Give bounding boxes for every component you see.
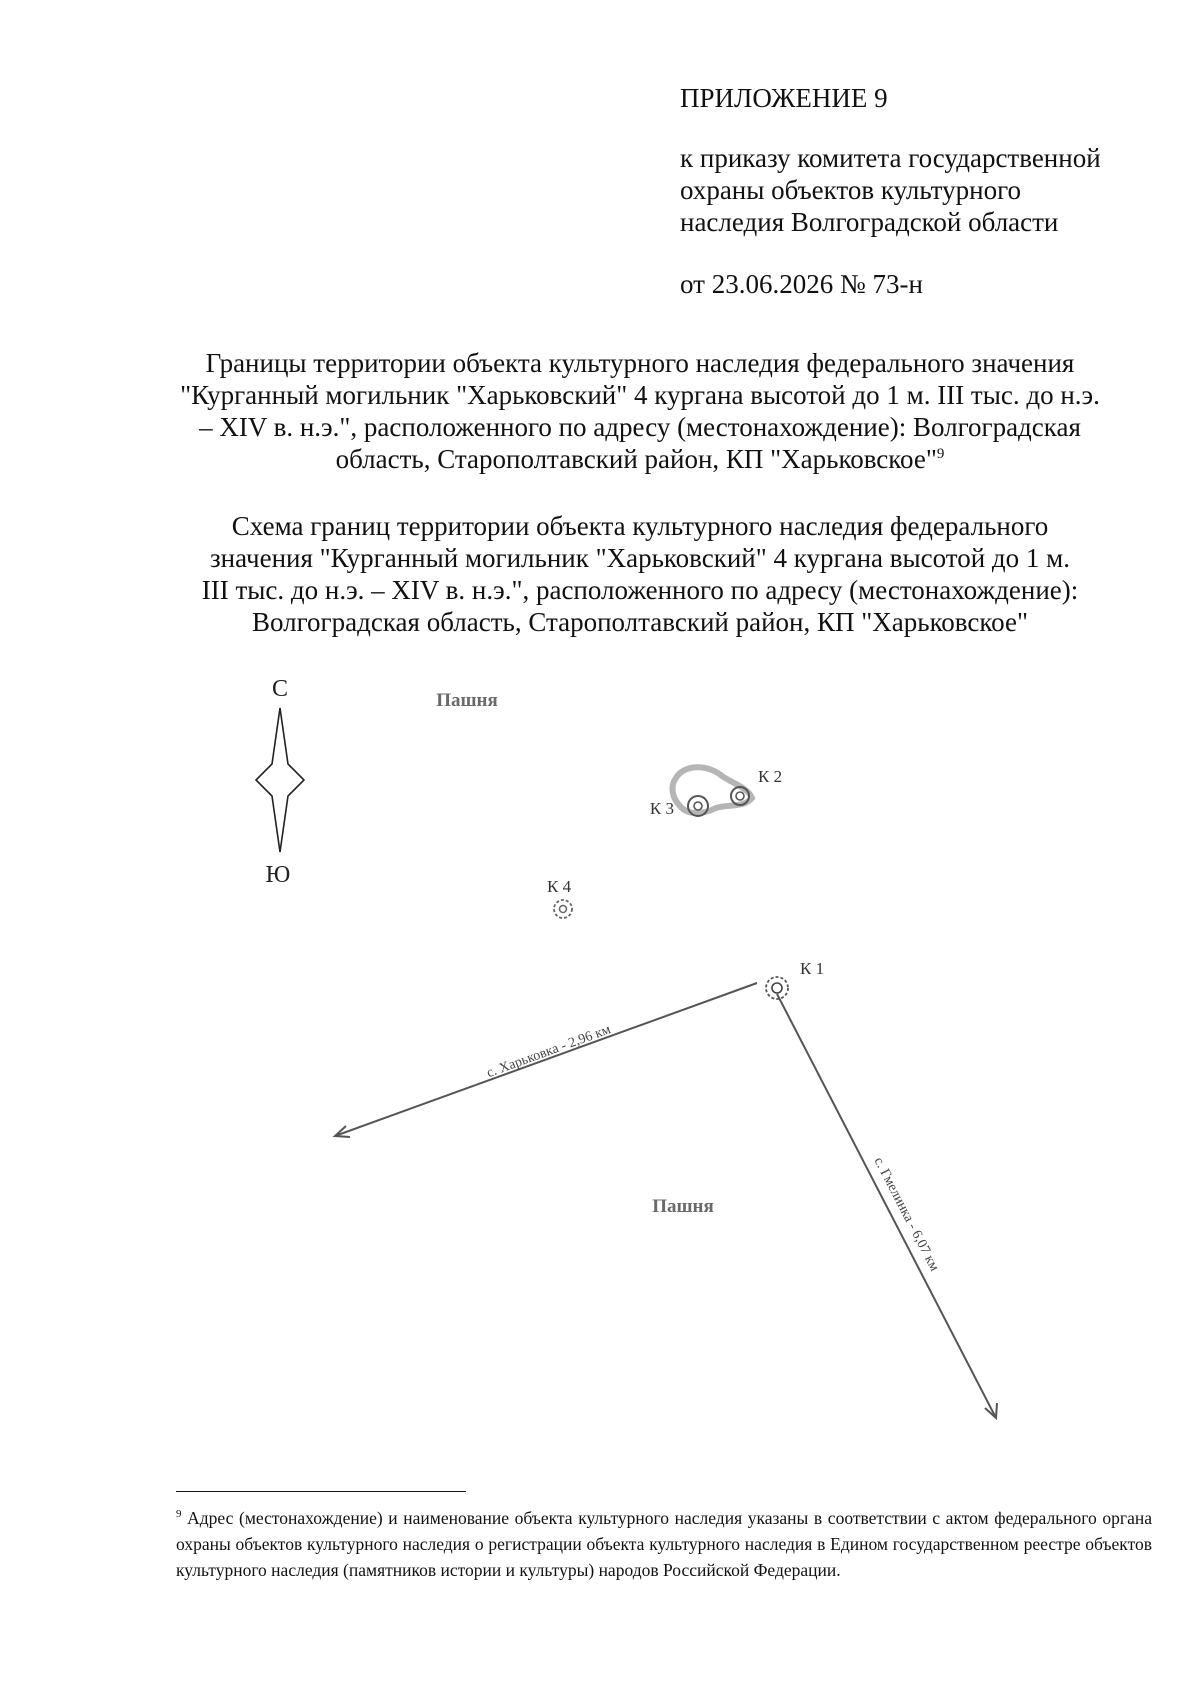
scheme-heading [160,510,1120,638]
field-label-top: Пашня [436,690,498,711]
compass-rose [256,676,304,888]
direction-line [777,994,996,1418]
direction-gmelinka-label: с. Гмелинка - 6,07 км [870,1154,942,1274]
field-label-bottom: Пашня [652,1196,714,1217]
appendix-order-line: к приказу комитета государственной [680,143,1101,173]
kurgan-k4-marker-icon [554,900,572,918]
heading-line: Границы территории объекта культурного наследия федерального значения [205,348,1075,378]
footnote [176,1505,1152,1583]
kurgan-k2-label: К 2 [758,767,783,786]
kurgan-k1-center-icon [772,983,782,993]
compass-south-label: Ю [265,862,291,888]
direction-gmelinka [777,994,997,1418]
kurgan-k4-center-icon [560,906,567,913]
kurgan-k3-center-icon [694,802,702,810]
map-canvas [0,660,1200,1440]
territory-boundary-outline [673,767,752,813]
direction-kharkovka [335,983,757,1137]
heading-line-text: область, Старополтавский район, КП "Харьковское" [335,444,937,474]
boundary-scheme-map [0,660,1200,1440]
kurgan-k3-label: К 3 [649,799,674,818]
appendix-order-line: наследия Волгоградской области [680,207,1059,237]
appendix-title: ПРИЛОЖЕНИЕ 9 [680,83,888,113]
kurgan-k4-label: К 4 [547,877,572,896]
heading-line: – XIV в. н.э.", расположенного по адресу (местонахождение): Волгоградская [199,412,1081,442]
appendix-date: от 23.06.2026 № 73-н [680,269,923,299]
footnote-separator [176,1491,466,1492]
boundaries-heading [160,347,1120,475]
heading-line [160,443,1120,475]
compass-star-icon [256,708,304,852]
heading-line: Волгоградская область, Старополтавский район, КП "Харьковское" [252,607,1028,637]
heading-line: Схема границ территории объекта культурного наследия федерального [231,511,1049,541]
kurgan-k2-center-icon [736,792,744,800]
footnote-text: Адрес (местонахождение) и наименование объекта культурного наследия указаны в соответствии с актом федерального органа охраны объектов культурного наследия о регистрации объекта культурного наследия в Едином государственном реестре объектов культурного наследия (памятников истории и культуры) народов Российской Федерации. [176,1508,1152,1580]
footnote-reference: 9 [936,446,945,462]
heading-line: III тыс. до н.э. – XIV в. н.э.", расположенного по адресу (местонахождение): [201,575,1079,605]
appendix-order-line: охраны объектов культурного [680,175,1021,205]
footnote-number: 9 [176,1508,182,1521]
compass-north-label: С [271,676,289,702]
appendix-header [680,82,1160,300]
kurgan-k1 [766,959,824,999]
kurgan-k1-label: К 1 [800,959,825,978]
heading-line: "Курганный могильник "Харьковский" 4 кургана высотой до 1 м. III тыс. до н.э. [180,380,1100,410]
arrow-head-icon [985,1403,997,1418]
kurgan-k4 [547,877,572,918]
heading-line: значения "Курганный могильник "Харьковский" 4 кургана высотой до 1 м. [210,543,1070,573]
kurgan-group-k2-k3 [650,767,782,818]
direction-kharkovka-label: с. Харьковка - 2,96 км [484,1022,613,1082]
